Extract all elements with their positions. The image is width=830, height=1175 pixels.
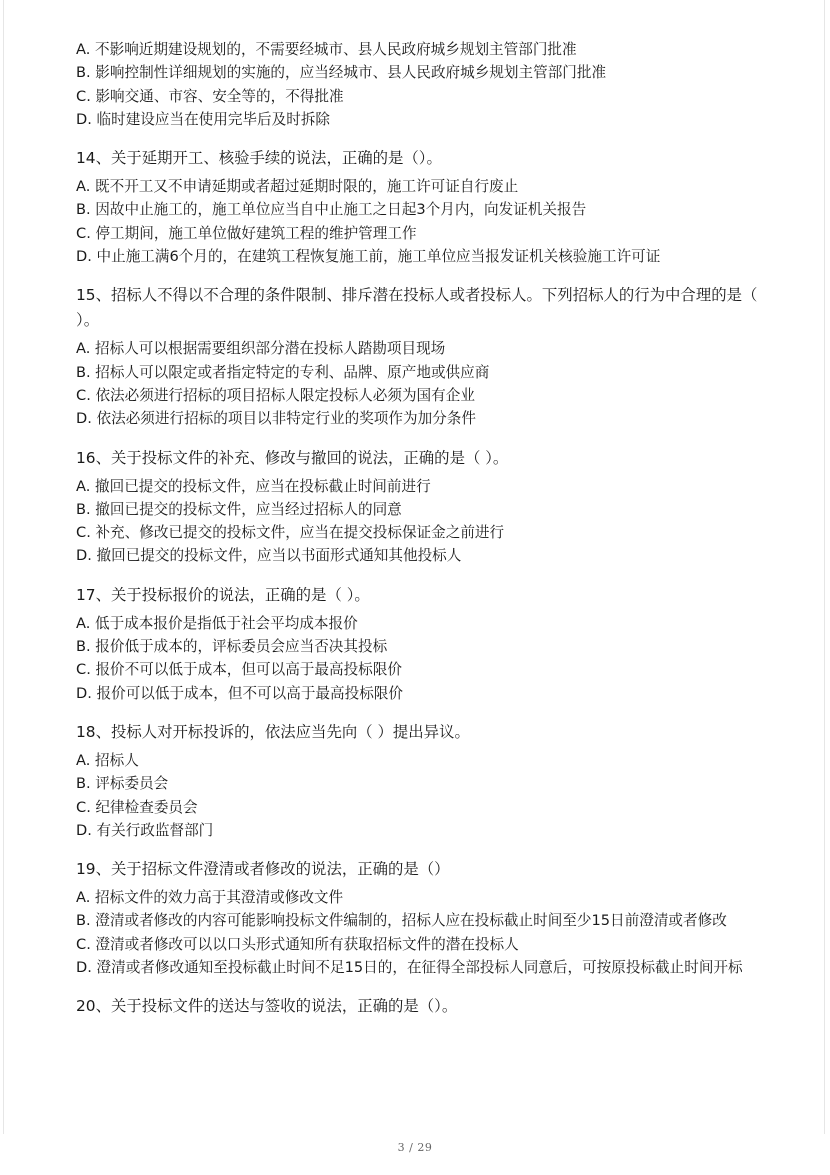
option-c: C. 报价不可以低于成本，但可以高于最高投标限价 [76,661,402,679]
option-c: C. 停工期间，施工单位做好建筑工程的维护管理工作 [76,224,417,242]
option-c: C. 澄清或者修改可以以口头形式通知所有获取招标文件的潜在投标人 [76,935,519,953]
option-a: A. 既不开工又不申请延期或者超过延期时限的，施工许可证自行废止 [76,178,519,196]
page-number: 3 / 29 [397,1141,433,1154]
question-title: 17、关于投标报价的说法，正确的是（ ）。 [76,585,370,604]
option-c: C. 纪律检查委员会 [76,798,198,816]
question-16 [76,446,766,568]
question-title: 18、投标人对开标投诉的，依法应当先向（ ）提出异议。 [76,722,470,741]
option-d: D. 依法必须进行招标的项目以非特定行业的奖项作为加分条件 [76,410,476,428]
option-a: A. 招标人可以根据需要组织部分潜在投标人踏勘项目现场 [76,340,446,358]
option-b: B. 招标人可以限定或者指定特定的专利、品牌、原产地或供应商 [76,363,490,381]
option-d: D. 撤回已提交的投标文件，应当以书面形式通知其他投标人 [76,547,462,565]
question-19 [76,857,766,979]
question-title: 15、招标人不得以不合理的条件限制、排斥潜在投标人或者投标人。下列招标人的行为中合理的是（ ）。 [76,286,758,330]
option-a: A. 低于成本报价是指低于社会平均成本报价 [76,614,358,632]
question-14 [76,146,766,268]
option-b: B. 撤回已提交的投标文件，应当经过招标人的同意 [76,500,402,518]
option-c: C. 补充、修改已提交的投标文件，应当在提交投标保证金之前进行 [76,524,505,542]
question-13-continuation [76,38,766,131]
option-b: B. 因故中止施工的，施工单位应当自中止施工之日起3个月内，向发证机关报告 [76,201,587,219]
question-title: 19、关于招标文件澄清或者修改的说法，正确的是（） [76,860,450,879]
question-title: 20、关于投标文件的送达与签收的说法，正确的是（）。 [76,997,458,1016]
option-c: C. 影响交通、市容、安全等的，不得批准 [76,87,344,105]
question-17 [76,583,766,705]
option-d: D. 澄清或者修改通知至投标截止时间不足15日的，在征得全部投标人同意后，可按原投标截止时间开标 [76,959,743,977]
option-d: D. 临时建设应当在使用完毕后及时拆除 [76,110,331,128]
option-b: B. 报价低于成本的，评标委员会应当否决其投标 [76,638,388,656]
question-title: 16、关于投标文件的补充、修改与撤回的说法，正确的是（ ）。 [76,448,509,467]
question-18 [76,720,766,842]
option-b: B. 评标委员会 [76,775,169,793]
option-b: B. 澄清或者修改的内容可能影响投标文件编制的，招标人应在投标截止时间至少15日前澄清或者修改 [76,912,727,930]
option-a: A. 撤回已提交的投标文件，应当在投标截止时间前进行 [76,477,431,495]
option-a: A. 招标人 [76,751,139,769]
option-a: A. 不影响近期建设规划的，不需要经城市、县人民政府城乡规划主管部门批准 [76,41,577,58]
option-d: D. 报价可以低于成本，但不可以高于最高投标限价 [76,684,403,702]
option-c: C. 依法必须进行招标的项目招标人限定投标人必须为国有企业 [76,386,475,404]
option-a: A. 招标文件的效力高于其澄清或修改文件 [76,889,344,907]
question-20 [76,994,766,1019]
option-b: B. 影响控制性详细规划的实施的，应当经城市、县人民政府城乡规划主管部门批准 [76,64,607,82]
document-body [76,38,766,1034]
question-title: 14、关于延期开工、核验手续的说法，正确的是（）。 [76,149,442,168]
option-d: D. 有关行政监督部门 [76,821,214,839]
question-15 [76,283,766,430]
option-d: D. 中止施工满6个月的，在建筑工程恢复施工前，施工单位应当报发证机关核验施工许可证 [76,248,661,266]
